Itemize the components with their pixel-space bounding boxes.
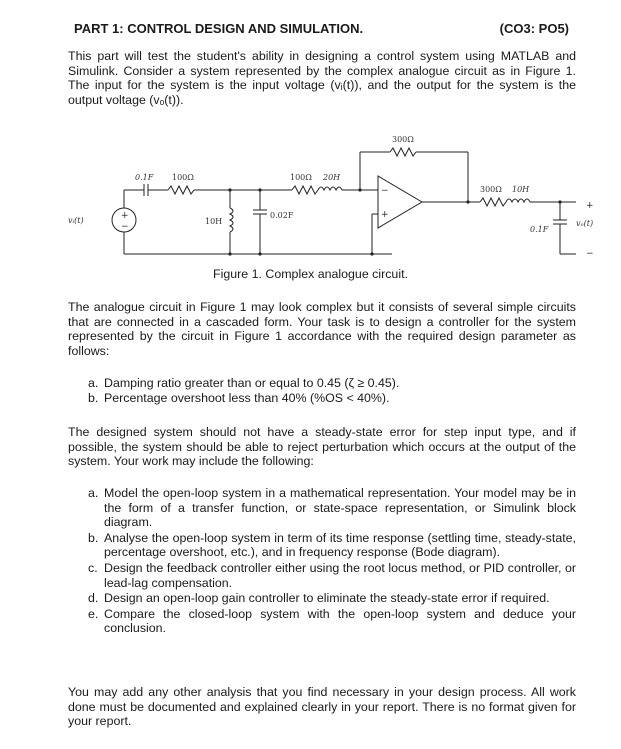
label-l2: 20H: [323, 173, 341, 182]
list-text: Percentage overshoot less than 40% (%OS < 40%).: [104, 390, 390, 405]
label-l-out: 10H: [512, 185, 530, 194]
opamp-inverting-sign: −: [381, 186, 389, 196]
tasks-list: [88, 486, 576, 637]
section-header: [74, 21, 569, 39]
output-plus-sign: +: [586, 201, 594, 211]
list-item: [88, 376, 576, 391]
list-text: Analyse the open-loop system in term of its time response (settling time, steady-state, percentage overshoot, etc.), and in frequency response (Bode diagram).: [104, 530, 576, 560]
label-r1: 100Ω: [172, 173, 194, 182]
source-plus-sign: +: [121, 211, 129, 221]
task-paragraph: The analogue circuit in Figure 1 may look complex but it consists of several simple circuits that are connected in a cascaded form. Your task is to design a controller for the system represented by the circuit in Figure 1 accordance with the required design parameter as follows:: [68, 300, 576, 358]
label-vin: vᵢ(t): [68, 216, 84, 225]
list-text: Design an open-loop gain controller to eliminate the steady-state error if required.: [104, 591, 550, 606]
intro-paragraph: This part will test the student's ability in designing a control system using MATLAB and Simulink. Consider a system represented by the complex analogue circuit as in Figure 1. The input for the system is the input voltage (vᵢ(t)), and the output for the system is the output voltage (vₒ(t)).: [68, 49, 576, 107]
opamp-noninverting-sign: +: [381, 210, 389, 220]
list-item: [88, 591, 576, 606]
list-text: Design the feedback controller either using the root locus method, or PID controller, or lead-lag compensation.: [104, 560, 576, 590]
list-marker: b.: [88, 530, 99, 545]
label-r-out: 300Ω: [480, 185, 502, 194]
list-marker: a.: [88, 486, 99, 500]
label-c2: 0.02F: [270, 211, 294, 220]
list-marker: a.: [88, 376, 99, 390]
list-text: Compare the closed-loop system with the open-loop system and deduce your conclusion.: [104, 606, 576, 636]
list-marker: b.: [88, 390, 99, 405]
figure-caption: Figure 1. Complex analogue circuit.: [213, 267, 408, 281]
label-feedback-resistor: 300Ω: [392, 135, 414, 144]
list-marker: d.: [88, 591, 99, 606]
output-minus-sign: −: [586, 249, 594, 259]
list-item: [88, 486, 576, 530]
list-item: [88, 391, 576, 406]
label-l1: 10H: [205, 217, 223, 226]
list-item: [88, 531, 576, 560]
list-text: Model the open-loop system in a mathematical representation. Your model may be in the form of a transfer function, or state-space representation, or Simulink block diagram.: [104, 486, 576, 530]
label-vout: vₒ(t): [576, 219, 594, 228]
list-item: [88, 607, 576, 636]
outcome-code: (CO3: PO5): [499, 21, 569, 36]
requirements-list: [88, 376, 576, 405]
list-marker: e.: [88, 606, 99, 621]
circuit-diagram: [60, 126, 605, 272]
list-marker: c.: [88, 560, 98, 575]
label-c-out: 0.1F: [530, 225, 549, 234]
section-title: PART 1: CONTROL DESIGN AND SIMULATION.: [74, 21, 364, 36]
source-minus-sign: −: [121, 222, 129, 232]
design-paragraph: The designed system should not have a steady-state error for step input type, and if possible, the system should be able to reject perturbation which occurs at the output of the system. Your work may include the following:: [68, 425, 576, 469]
list-item: [88, 561, 576, 590]
label-c1: 0.1F: [135, 173, 154, 182]
label-r2: 100Ω: [290, 173, 312, 182]
closing-paragraph: You may add any other analysis that you find necessary in your design process. All work done must be documented and explained clearly in your report. There is no format given for your report.: [68, 685, 576, 729]
list-text: Damping ratio greater than or equal to 0.45 (ζ ≥ 0.45).: [104, 376, 400, 390]
